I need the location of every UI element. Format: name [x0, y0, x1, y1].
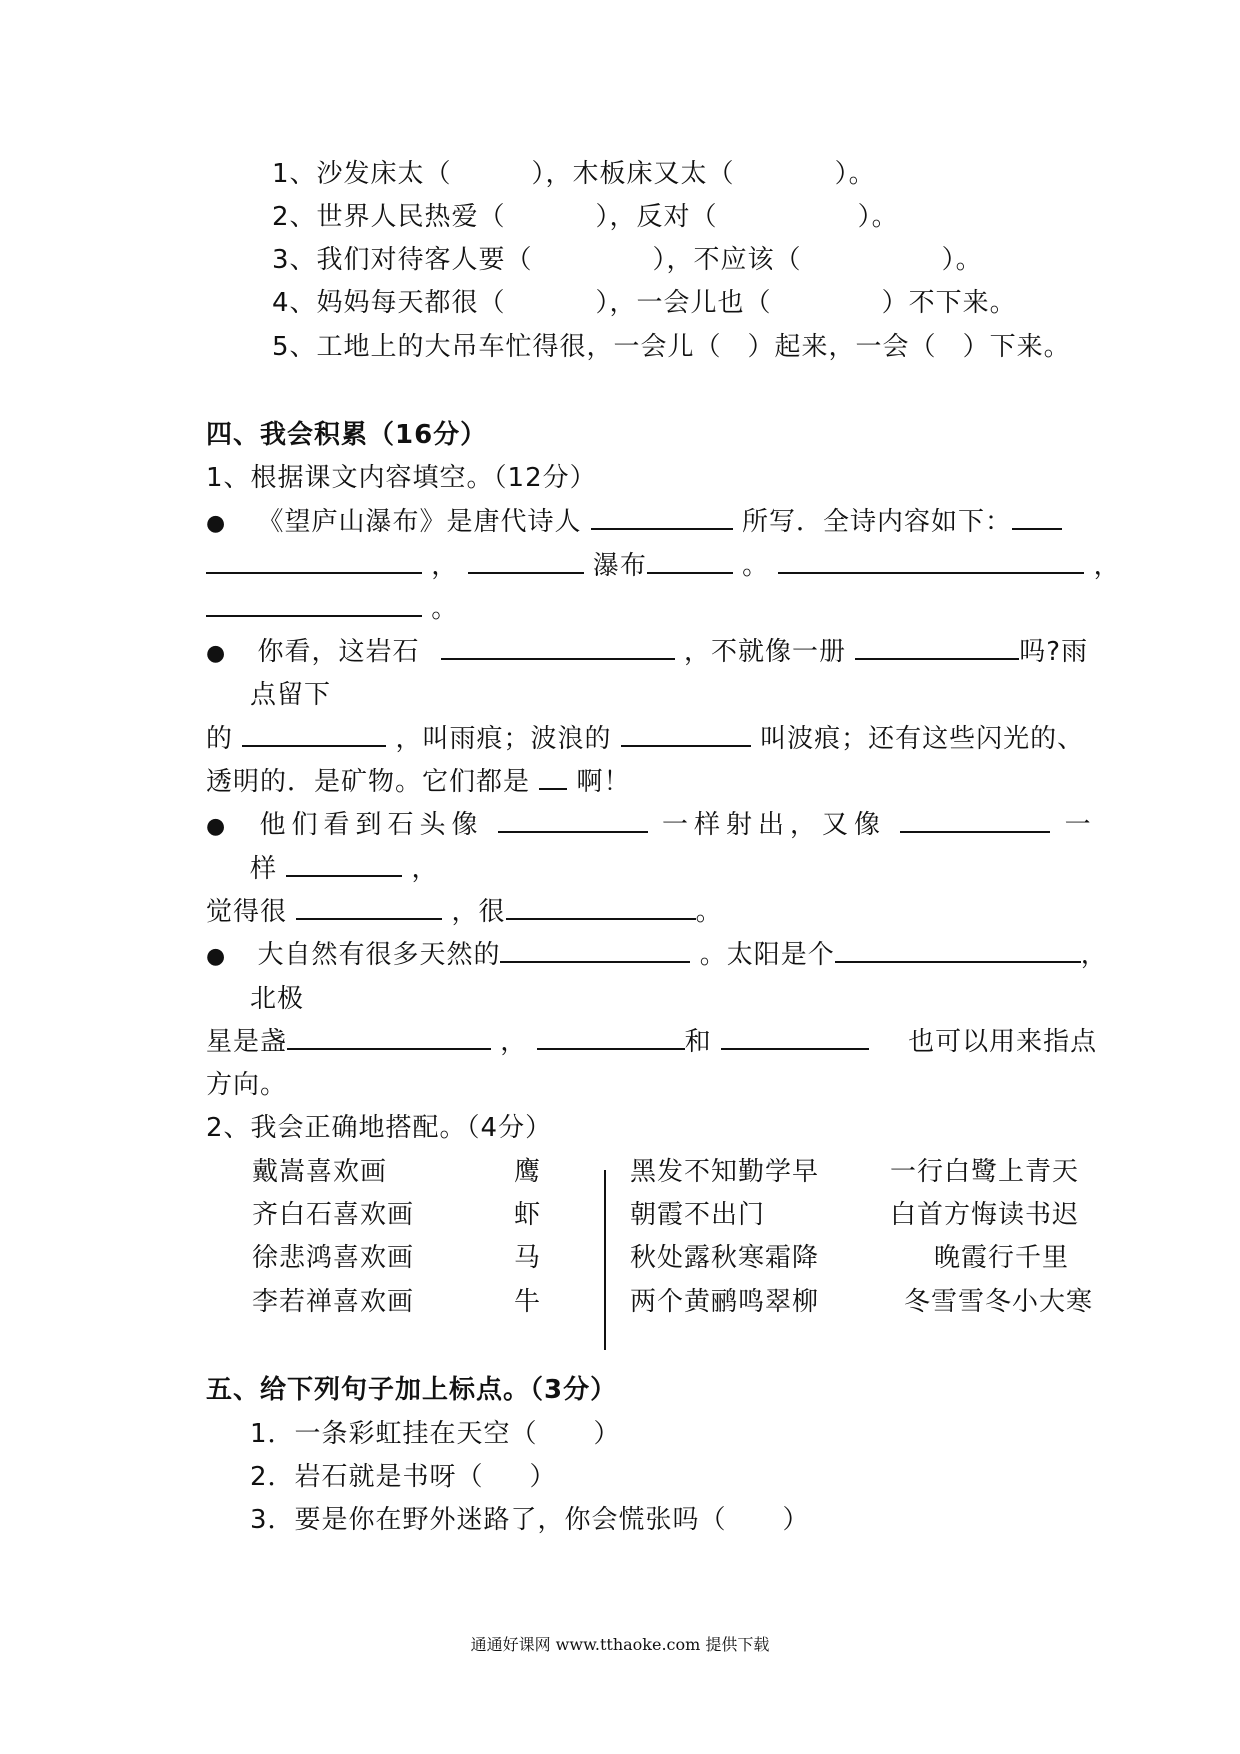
blank[interactable]	[242, 723, 386, 747]
blank[interactable]	[206, 550, 422, 574]
match-animal-3: 马	[514, 1243, 542, 1273]
sec5-item-2: 2．岩石就是书呀（ ）	[250, 1462, 557, 1492]
match-col4-2: 白首方悔读书迟	[890, 1200, 1080, 1230]
blank[interactable]	[778, 550, 1084, 574]
blank[interactable]	[287, 1026, 491, 1050]
b4-line3: 星是盏 ， 和 也可以用来指点	[206, 1027, 1098, 1057]
b4-line4: 方向。	[206, 1070, 288, 1100]
b2-line1: ● 你看，这岩石 ，不就像一册 吗?雨	[206, 637, 1089, 667]
b4-line2: 北极	[250, 984, 305, 1014]
sec3-item-5: 5、工地上的大吊车忙得很，一会儿（ ）起来，一会（ ）下来。	[272, 332, 1071, 362]
blank[interactable]	[647, 550, 733, 574]
match-left-1: 戴嵩喜欢画	[252, 1157, 388, 1187]
match-left-3: 徐悲鸿喜欢画	[252, 1243, 415, 1273]
sec5-item-1: 1．一条彩虹挂在天空（ ）	[250, 1419, 621, 1449]
match-col4-3: 晚霞行千里	[934, 1243, 1070, 1273]
blank[interactable]	[855, 636, 1019, 660]
b2-line3: 的 ，叫雨痕；波浪的 叫波痕；还有这些闪光的、	[206, 724, 1085, 754]
b1-line1: ● 《望庐山瀑布》是唐代诗人 所写．全诗内容如下：	[206, 505, 1062, 541]
blank[interactable]	[286, 853, 402, 877]
blank[interactable]	[296, 896, 442, 920]
blank[interactable]	[621, 723, 751, 747]
blank[interactable]	[591, 506, 733, 530]
bullet-icon: ●	[206, 814, 232, 839]
match-col3-4: 两个黄鹂鸣翠柳	[630, 1287, 820, 1317]
match-col4-4: 冬雪雪冬小大寒	[904, 1287, 1094, 1317]
match-col3-1: 黑发不知勤学早	[630, 1157, 820, 1187]
match-col3-2: 朝霞不出门	[630, 1200, 766, 1230]
blank[interactable]	[539, 766, 567, 790]
b3-line2: 样 ，	[250, 854, 439, 884]
section4-q2: 2、我会正确地搭配。（4分）	[206, 1113, 553, 1143]
blank[interactable]	[441, 636, 675, 660]
match-left-2: 齐白石喜欢画	[252, 1200, 415, 1230]
footer-text: 通通好课网 www.tthaoke.com 提供下载	[470, 1635, 770, 1654]
section4-title: 四、我会积累（16分）	[206, 420, 488, 450]
b2-line4: 透明的．是矿物。它们都是 啊！	[206, 767, 631, 797]
blank[interactable]	[900, 809, 1050, 833]
sec3-item-4: 4、妈妈每天都很（ ），一会儿也（ ）不下来。	[272, 288, 1017, 318]
b3-line1: ● 他们看到石头像 一样射出，又像 一	[206, 810, 1097, 840]
sec3-item-2: 2、世界人民热爱（ ），反对（ ）。	[272, 202, 899, 232]
divider	[604, 1170, 606, 1350]
bullet-icon: ●	[206, 641, 227, 666]
blank[interactable]	[721, 1026, 869, 1050]
b1-line2: ， 瀑布 。 ，	[206, 549, 1121, 583]
blank[interactable]	[1012, 506, 1062, 530]
b1-line3: 。	[206, 592, 458, 626]
match-animal-4: 牛	[514, 1287, 542, 1317]
blank[interactable]	[498, 809, 648, 833]
match-left-4: 李若禅喜欢画	[252, 1287, 415, 1317]
match-animal-2: 虾	[514, 1200, 542, 1230]
blank[interactable]	[468, 550, 584, 574]
sec3-item-1: 1、沙发床太（ ），木板床又太（ ）。	[272, 159, 876, 189]
blank[interactable]	[500, 939, 690, 963]
match-col3-3: 秋处露秋寒霜降	[630, 1243, 820, 1273]
blank[interactable]	[206, 593, 422, 617]
match-animal-1: 鹰	[514, 1157, 542, 1187]
sec3-item-3: 3、我们对待客人要（ ），不应该（ ）。	[272, 245, 983, 275]
bullet-icon: ●	[206, 511, 227, 536]
b2-line2: 点留下	[250, 680, 332, 710]
b4-line1: ● 大自然有很多天然的 。太阳是个 ，	[206, 940, 1108, 970]
section5-title: 五、给下列句子加上标点。（3分）	[206, 1375, 618, 1405]
section4-q1: 1、根据课文内容填空。（12分）	[206, 463, 597, 493]
blank[interactable]	[537, 1026, 685, 1050]
match-col4-1: 一行白鹭上青天	[890, 1157, 1080, 1187]
blank[interactable]	[506, 896, 696, 920]
blank[interactable]	[835, 939, 1081, 963]
bullet-icon: ●	[206, 944, 227, 969]
sec5-item-3: 3．要是你在野外迷路了，你会慌张吗（ ）	[250, 1505, 810, 1535]
b3-line3: 觉得很 ，很 。	[206, 897, 723, 927]
